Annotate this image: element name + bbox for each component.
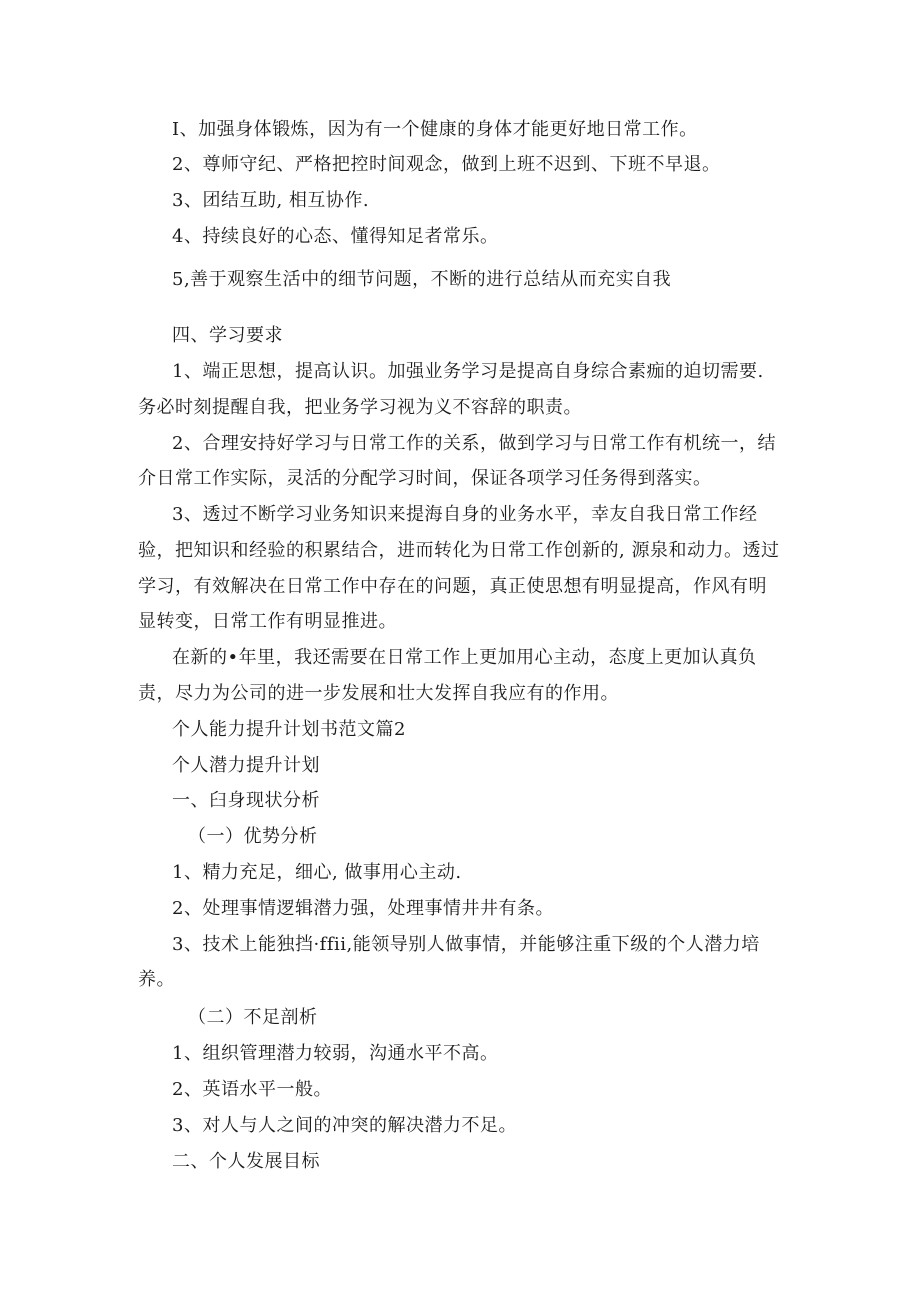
plan-title: 个人潜力提升计划 — [172, 755, 320, 776]
paragraph-line: 5,善于观察生活中的细节问题，不断的进行总结从而充实自我 — [172, 269, 672, 290]
article-title: 个人能力提升计划书范文篇2 — [172, 719, 406, 740]
paragraph-line: 介日常工作实际，灵活的分配学习时间，保证各项学习任务得到落实。 — [138, 468, 712, 489]
paragraph-line: 1、端正思想，提高认识。加强业务学习是提高自身综合素痂的迫切需要. — [172, 361, 764, 382]
subsection-heading: （一）优势分析 — [188, 826, 318, 847]
section-heading: 四、学习要求 — [172, 325, 283, 346]
list-item: 2、英语水平一般。 — [172, 1079, 332, 1100]
paragraph-line: 显转变，日常工作有明显推进。 — [138, 611, 397, 632]
list-item: 3、技术上能独挡·ffii,能领导别人做事情，并能够注重下级的个人潜力培 — [172, 934, 760, 955]
list-item: 3、对人与人之间的冲突的解决潜力不足。 — [172, 1115, 517, 1136]
paragraph-line: 2、尊师守纪、严格把控时间观念，做到上班不迟到、下班不早退。 — [172, 154, 721, 175]
paragraph-line: 3、团结互助, 相互协作. — [172, 190, 370, 211]
paragraph-line: 4、持续良好的心态、懂得知足者常乐。 — [172, 226, 499, 247]
paragraph-line: 在新的•年里，我还需要在日常工作上更加用心主动，态度上更加认真负 — [172, 647, 757, 668]
list-item: 1、精力充足，细心, 做事用心主动. — [172, 862, 462, 883]
paragraph-line: 责，尽力为公司的进一步发展和壮大发挥自我应有的作用。 — [138, 683, 619, 704]
paragraph-line: I、加强身体锻炼，因为有一个健康的身体才能更好地日常工作。 — [172, 119, 698, 140]
section-heading: 一、臼身现状分析 — [172, 790, 320, 811]
paragraph-line: 务必时刻提醒自我，把业务学习视为义不容辞的职责。 — [138, 397, 582, 418]
paragraph-line: 验，把知识和经验的积累结合，进而转化为日常工作创新的, 源泉和动力。透过 — [138, 540, 780, 561]
list-item: 2、处理事情逻辑潜力强，处理事情井井有条。 — [172, 898, 554, 919]
paragraph-line: 学习，有效解决在日常工作中存在的问题，真正使思想有明显提高，作风有明 — [138, 576, 767, 597]
list-item: 1、组织管理潜力较弱，沟通水平不高。 — [172, 1043, 499, 1064]
section-heading: 二、个人发展目标 — [172, 1151, 320, 1172]
subsection-heading: （二）不足剖析 — [188, 1007, 318, 1028]
list-item-continuation: 养。 — [138, 969, 175, 990]
paragraph-line: 2、合理安持好学习与日常工作的关系，做到学习与日常工作有机统一，结 — [172, 433, 776, 454]
paragraph-line: 3、透过不断学习业务知识来提海自身的业务水平，幸友自我日常工作经 — [172, 504, 758, 525]
